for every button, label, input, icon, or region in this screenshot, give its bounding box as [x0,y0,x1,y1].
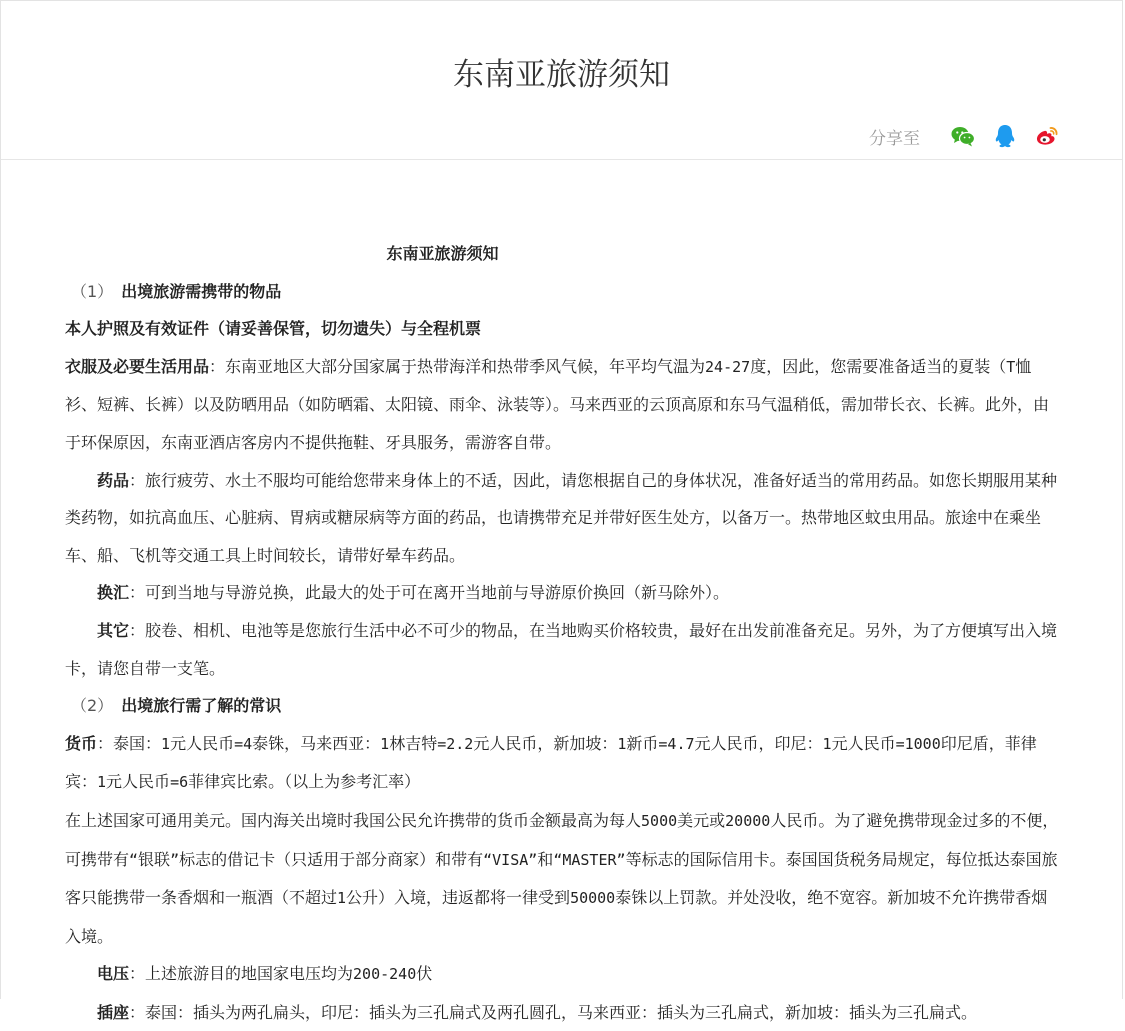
text: 伏 [416,964,433,984]
text: ：旅行疲劳、水土不服均可能给您带来身体上的不适，因此，请您根据自己的身体状况，准备好适当的常用药品。如您长期服用某种类药物，如抗高血压、心脏病、胃病或糖尿病等方面的药品，也请携带充足并带好医生处方，以备万一。热带地区蚊虫用品。旅途中在乘坐车、船、飞机等交通工具上时间较长，请带好晕车药品。 [65,470,1058,565]
voltage-paragraph [65,955,1060,994]
text: 和 [537,849,554,869]
text: 元人民币，新加坡： [473,733,618,753]
socket-paragraph [65,994,1060,1031]
text: ：可到当地与导游兑换，此最大的处于可在离开当地前与导游原价换回（新马除外）。 [129,583,730,603]
text: 恤衫、短裤、长裤）以及防晒用品（如防晒霜、太阳镜、雨伞、泳装等）。马来西亚的云顶高原和东马气温稍低，需加带长衣、长裤。此外，由于环保原因，东南亚酒店客房内不提供拖鞋、牙具服务，需游客自带。 [65,356,1050,452]
exchange-label: 换汇 [97,583,130,603]
text: 泰铢以上罚款。并处没收，绝不宽容。新加坡不允许携带香烟入境。 [65,888,1048,946]
quote: “ [483,850,493,869]
text: 元人民币，印尼： [694,733,823,753]
quote: ” [170,850,180,869]
number: 20000 [725,811,771,830]
article-heading: 东南亚旅游须知 [386,244,499,263]
number: =1000 [895,734,941,753]
text: ：东南亚地区大部分国家属于热带海洋和热带季风气候，年平均气温为 [209,356,706,376]
text: VISA [492,850,529,869]
socket-label: 插座 [97,1002,130,1022]
quote: “ [553,850,563,869]
other-label: 其它 [97,620,130,640]
text: 标志的借记卡（只适用于部分商家）和带有 [179,849,484,869]
text: 度，因此，您需要准备适当的夏装（ [750,356,1007,376]
passport-paragraph: 本人护照及有效证件（请妥善保管，切勿遗失）与全程机票 [65,319,482,339]
clothes-label: 衣服及必要生活用品 [65,356,210,376]
currency-paragraph [65,725,1060,802]
voltage-label: 电压 [97,964,130,984]
number: 1 [822,734,832,753]
text: MASTER [562,850,617,869]
text: 元人民币 [170,733,235,753]
number: 50000 [570,889,616,908]
number: =2.2 [437,734,474,753]
number: 1 [161,734,171,753]
text: ：胶卷、相机、电池等是您旅行生活中必不可少的物品，在当地购买价格较贵，最好在出发前准备充足。另外，为了方便填写出入境卡，请您自带一支笔。 [65,620,1058,678]
text: 美元或 [677,810,726,830]
text: 等标志的国际信用卡。泰国国货税务局规定，每位抵达泰国旅客只能携带一条香烟和一瓶酒（不超过 [65,849,1058,908]
number: =4 [234,734,253,753]
number: 1 [617,734,627,753]
quote: ” [616,850,626,869]
text: 印尼盾，菲律宾： [65,733,1037,792]
currency-label: 货币 [65,733,98,753]
text: 林吉特 [389,733,438,753]
text: 公升）入境，违返都将一律受到 [346,888,571,908]
section-heading-2 [65,687,1060,725]
number: 5000 [641,811,678,830]
medicine-paragraph [65,462,1060,575]
section-number: （1） [71,281,114,301]
medicine-label: 药品 [97,470,130,490]
text: ：上述旅游目的地国家电压均为 [129,964,354,984]
share-label: 分享至 [869,128,920,149]
text: 元人民币 [831,733,896,753]
number: 1 [337,889,347,908]
number: =6 [170,773,189,792]
number: 24-27 [705,357,751,376]
number: 1 [97,773,107,792]
exchange-paragraph [65,574,1060,612]
text: 泰铢，马来西亚： [252,733,381,753]
number: 200-240 [353,965,417,984]
text: 菲律宾比索。（以上为参考汇率） [188,772,421,792]
text: 人民币。为了避免携带现金过多的不便，可携带有 [65,810,1059,869]
usd-paragraph [65,802,1060,955]
section-title: 出境旅行需了解的常识 [121,696,282,716]
text: 银联 [138,849,171,869]
text: 在上述国家可通用美元。国内海关出境时我国公民允许携带的货币金额最高为每人 [65,810,642,830]
other-paragraph [65,612,1060,687]
section-number: （2） [71,696,114,716]
article-header [1,1,1122,160]
page-title: 东南亚旅游须知 [453,57,670,93]
text: ：泰国：插头为两孔扁头，印尼：插头为三孔扁式及两孔圆孔，马来西亚：插头为三孔扁式，新加坡：插头为三孔扁式。 [129,1002,978,1022]
section-title: 出境旅游需携带的物品 [121,281,282,301]
text: T [1006,357,1016,376]
wechat-icon[interactable] [950,123,976,149]
quote: “ [129,850,139,869]
section-heading-1 [65,273,1060,311]
quote: ” [528,850,538,869]
number: =4.7 [658,734,695,753]
weibo-icon[interactable] [1034,123,1060,149]
text: ：泰国： [97,733,162,753]
clothes-paragraph [65,348,1060,462]
qq-icon[interactable] [992,123,1018,149]
number: 1 [380,734,390,753]
article-body [65,235,1060,1031]
text: 元人民币 [106,772,171,792]
text: 新币 [626,733,659,753]
share-bar [869,123,1060,149]
